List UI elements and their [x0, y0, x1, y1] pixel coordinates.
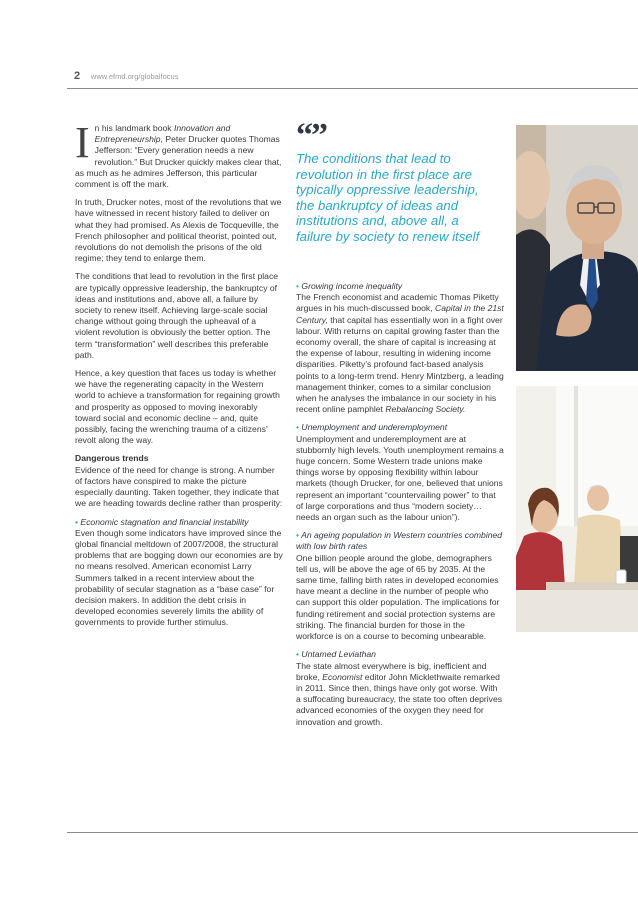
drop-cap: I: [75, 118, 90, 167]
bullet-heading: • Economic stagnation and financial instability: [75, 516, 249, 527]
page-number: 2: [74, 70, 81, 82]
left-column: [75, 118, 283, 636]
intro-paragraph: In his landmark book Innovation and Entrepreneurship, Peter Drucker quotes Thomas Jefferson: “Every generation needs a new revolution.” But Drucker quickly makes clear that, as much as he admires Jefferson, this particular comment is off the mark.: [75, 118, 282, 190]
pull-quote-text: The conditions that lead to revolution in the first place are typically oppressive leadership, the bankruptcy of ideas and institutions and, above all, a failure by society to renew itself: [296, 151, 480, 244]
pull-quote: [296, 117, 496, 245]
meeting-illustration: [516, 386, 638, 632]
businessman-illustration: [516, 125, 638, 371]
bullet-heading: • Untamed Leviathan: [296, 649, 376, 660]
paragraph: Hence, a key question that faces us today is whether we have the regenerating capacity in the Western world to achieve a transformation for regaining growth and prosperity as opposed to moving inexorably toward social and economic decline – and, quite possibly, facing the wrenching trauma of a citizens’ revolt along the way.: [75, 368, 280, 446]
paragraph: Evidence of the need for change is strong. A number of factors have conspired to make the picture especially daunting. Taken together, they indicate that we are heading towards decline rather than prosperity:: [75, 464, 283, 509]
businessman-photo: [516, 125, 638, 371]
paragraph: The French economist and academic Thomas Piketty argues in his much-discussed book, Capital in the 21st Century, that capital has essentially won in a fight over labour. With returns on capital growing faster than the economy overall, the share of capital is increasing at the expense of labour, resulting in widening income disparities. Piketty’s profound fact-based analysis points to a long-term trend. Henry Mintzberg, a leading management thinker, comes to a similar conclusion when he analyses the imbalance in our society in his recent online pamphlet Rebalancing Society.: [296, 292, 504, 415]
paragraph: In truth, Drucker notes, most of the revolutions that we have witnessed in recent history failed to deliver on what they had promised. As Alexis de Tocqueville, the French philosopher and political theorist, pointed out, revolutions do not demolish the prisons of the old regime; they tend to enlarge them.: [75, 197, 282, 264]
page-header: [74, 70, 178, 82]
paragraph: The state almost everywhere is big, inefficient and broke, Economist editor John Micklethwaite remarked in 2011. Since then, things have only got worse. With a suffocating bureaucracy, the state too often deprives advanced economies of the oxygen they need for innovation and growth.: [296, 660, 503, 727]
bullet-heading: • An ageing population in Western countries combined with low birth rates: [296, 530, 503, 552]
paragraph: Unemployment and underemployment are at stubbornly high levels. Youth unemployment remains a huge concern. Some Western trade unions make things worse by opposing flexibility within labour markets (though Drucker, for one, believed that unions represent an important “countervailing power” to that of large corporations and thus “modern society… needs an organ such as the labour union”).: [296, 433, 504, 523]
paragraph: The conditions that lead to revolution in the first place are typically oppressive leadership, the bankruptcy of ideas and institutions and, above all, a failure by society to renew itself. Achieving large-scale social change without going through the upheaval of a violent revolution is obviously the better option. The term “transformation” well describes this preferable path.: [75, 271, 279, 360]
header-rule: [67, 88, 638, 89]
right-column: [296, 281, 504, 735]
bullet-heading: • Growing income inequality: [296, 281, 403, 291]
header-url[interactable]: www.efmd.org/globalfocus: [90, 72, 179, 81]
meeting-photo: [516, 386, 638, 632]
paragraph: One billion people around the globe, demographers tell us, will be above the age of 65 by 2035. At the same time, falling birth rates in developed economies have meant a decline in the number of people who can support this older population. The implications for funding retirement and social protection systems are striking. The financial burden for those in the workforce is on a course to becoming unbearable.: [296, 552, 500, 642]
footer-rule: [67, 832, 638, 833]
quote-mark-icon: “”: [296, 117, 326, 154]
section-heading: Dangerous trends: [75, 453, 149, 464]
paragraph: Even though some indicators have improved since the global financial meltdown of 2007/2008, the structural problems that are bogging down our economies are by no means resolved. American economist Larry Summers talked in a recent interview about the probability of secular stagnation as a “base case” for decision makers. In addition the debt crisis in developed economies severely limits the ability of governments to provide further stimulus.: [75, 527, 283, 628]
bullet-heading: • Unemployment and underemployment: [296, 422, 448, 433]
